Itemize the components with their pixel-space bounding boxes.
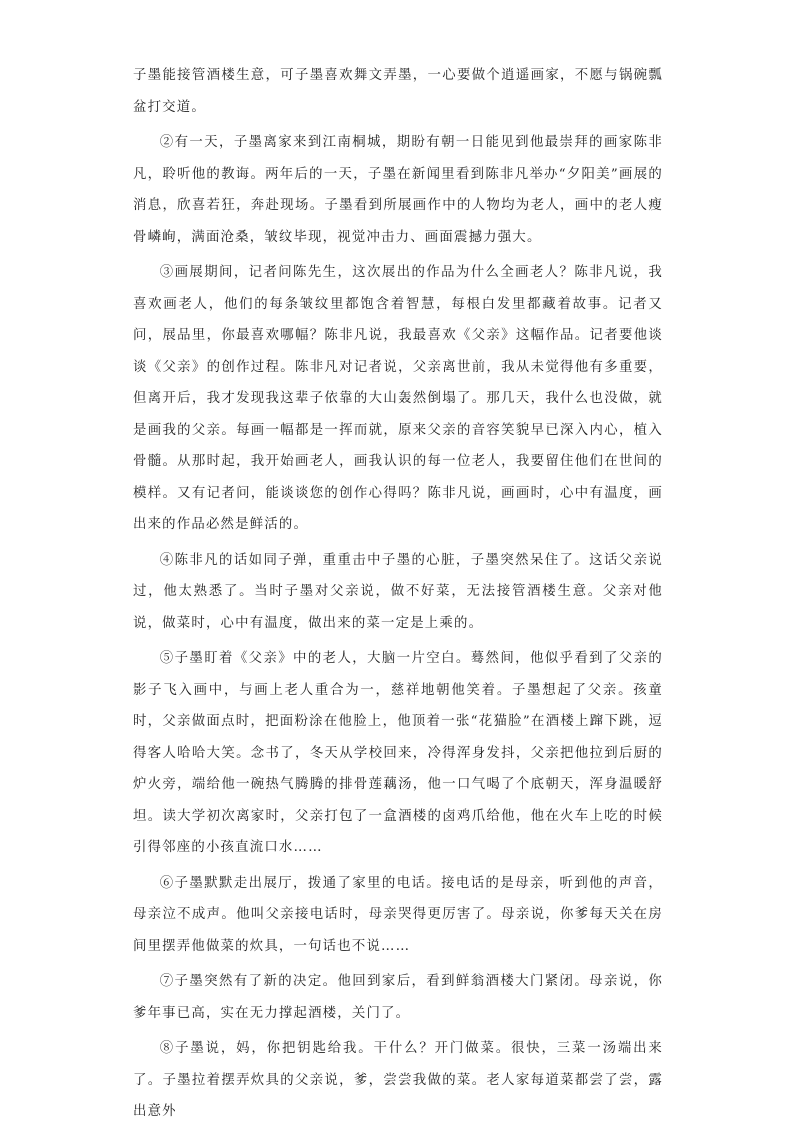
paragraph-5: ⑤子墨盯着《父亲》中的老人，大脑一片空白。蓦然间，他似乎看到了父亲的影子飞入画中，与画上老人重合为一，慈祥地朝他笑着。子墨想起了父亲。孩童时，父亲做面点时，把面粉涂在他脸上，他顶着一张“花猫脸”在酒楼上蹿下跳，逗得客人哈哈大笑。念书了，冬天从学校回来，冷得浑身发抖，父亲把他拉到后厨的炉火旁，端给他一碗热气腾腾的排骨莲藕汤，他一口气喝了个底朝天，浑身温暖舒坦。读大学初次离家时，父亲打包了一盒酒楼的卤鸡爪给他，他在火车上吃的时候引得邻座的小孩直流口水…… <box>133 651 663 855</box>
paragraph-7: ⑦子墨突然有了新的决定。他回到家后，看到鲜翁酒楼大门紧闭。母亲说，你爹年事已高，实在无力撑起酒楼，关门了。 <box>133 974 663 1021</box>
paragraph-4: ④陈非凡的话如同子弹，重重击中子墨的心脏，子墨突然呆住了。这话父亲说过，他太熟悉了。当时子墨对父亲说，做不好菜，无法接管酒楼生意。父亲对他说，做菜时，心中有温度，做出来的菜一定是上乘的。 <box>133 552 663 631</box>
article-body <box>133 60 663 1128</box>
paragraph-3: ③画展期间，记者问陈先生，这次展出的作品为什么全画老人？陈非凡说，我喜欢画老人，他们的每条皱纹里都饱含着智慧，每根白发里都藏着故事。记者又问，展品里，你最喜欢哪幅？陈非凡说，我最喜欢《父亲》这幅作品。记者要他谈谈《父亲》的创作过程。陈非凡对记者说，父亲离世前，我从未觉得他有多重要，但离开后，我才发现我这辈子依靠的大山轰然倒塌了。那几天，我什么也没做，就是画我的父亲。每画一幅都是一挥而就，原来父亲的音容笑貌早已深入内心，植入骨髓。从那时起，我开始画老人，画我认识的每一位老人，我要留住他们在世间的模样。又有记者问，能谈谈您的创作心得吗？陈非凡说，画画时，心中有温度，画出来的作品必然是鲜活的。 <box>133 265 663 532</box>
paragraph-6: ⑥子墨默默走出展厅，拨通了家里的电话。接电话的是母亲，听到他的声音，母亲泣不成声。他叫父亲接电话时，母亲哭得更厉害了。母亲说，你爹每天关在房间里摆弄他做菜的炊具，一句话也不说…… <box>133 875 663 954</box>
paragraph-8: ⑧子墨说，妈，你把钥匙给我。干什么？开门做菜。很快，三菜一汤端出来了。子墨拉着摆弄炊具的父亲说，爹，尝尝我做的菜。老人家每道菜都尝了尝，露出意外 <box>133 1041 663 1119</box>
paragraph-continued: 子墨能接管酒楼生意，可子墨喜欢舞文弄墨，一心要做个逍遥画家，不愿与锅碗瓢盆打交道。 <box>133 68 663 115</box>
paragraph-2: ②有一天，子墨离家来到江南桐城，期盼有朝一日能见到他最崇拜的画家陈非凡，聆听他的教诲。两年后的一天，子墨在新闻里看到陈非凡举办“夕阳美”画展的消息，欣喜若狂，奔赴现场。子墨看到所展画作中的人物均为老人，画中的老人瘦骨嶙峋，满面沧桑，皱纹毕现，视觉冲击力、画面震撼力强大。 <box>133 135 663 245</box>
